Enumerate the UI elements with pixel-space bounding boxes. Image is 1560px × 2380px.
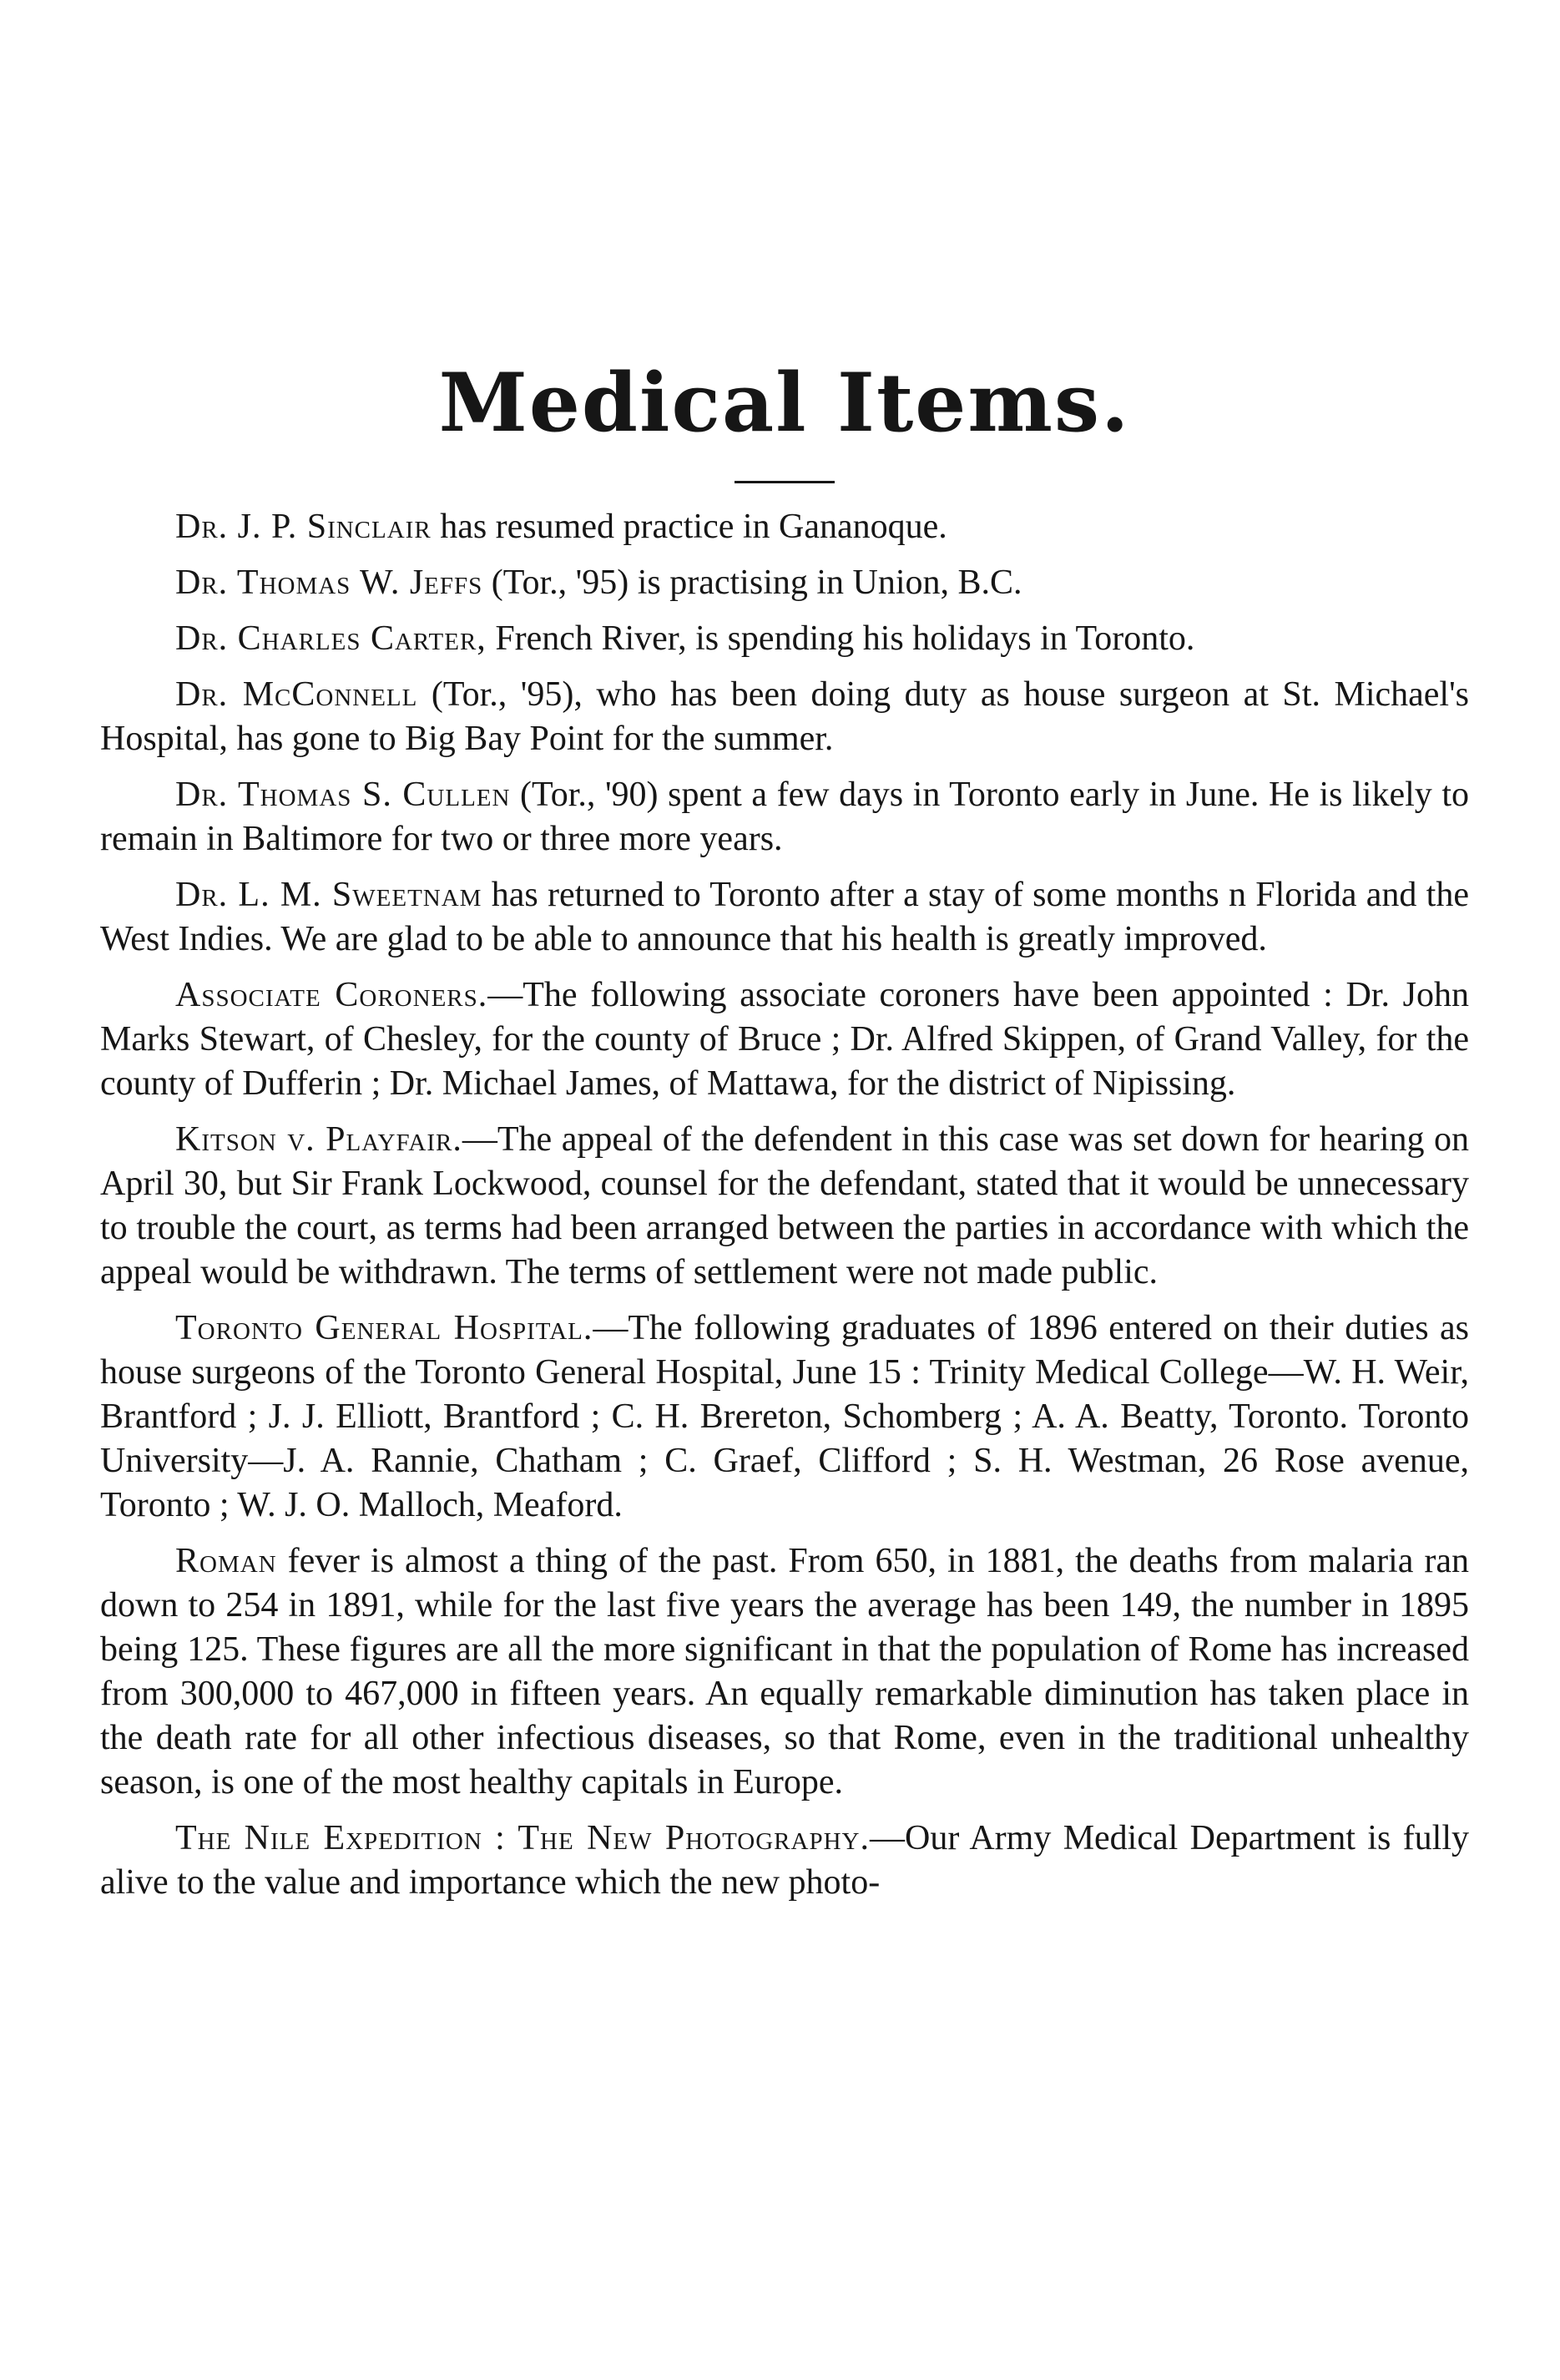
item-text: —Our Army Medical Department is fully alive to the value and importance which the new photo-: [100, 1818, 1469, 1902]
news-item-kitson-v-playfair: [100, 1118, 1469, 1295]
item-lead: Dr. McConnell: [175, 675, 418, 714]
item-text: (Tor., '90) spent a few days in Toronto early in June. He is likely to remain in Baltimore for two or three more years.: [100, 775, 1469, 858]
item-text: —The following associate coroners have been appointed : Dr. John Marks Stewart, of Chesley, for the county of Bruce ; Dr. Alfred Skippen, of Grand Valley, for the county of Dufferin ; Dr. Michael James, of Mattawa, for the district of Nipissing.: [100, 975, 1469, 1103]
item-lead: Dr. Thomas W. Jeffs: [175, 563, 483, 602]
item-text: (Tor., '95), who has been doing duty as house surgeon at St. Michael's Hospital, has gone to Big Bay Point for the summer.: [100, 675, 1469, 758]
item-lead: Dr. J. P. Sinclair: [175, 507, 432, 546]
news-item-carter: [100, 617, 1469, 661]
item-text: has resumed practice in Gananoque.: [431, 507, 947, 546]
news-item-cullen: [100, 773, 1469, 862]
news-item-jeffs: [100, 561, 1469, 605]
news-item-associate-coroners: [100, 973, 1469, 1106]
news-item-sweetnam: [100, 873, 1469, 962]
item-lead: Roman: [175, 1541, 277, 1580]
item-text: —The appeal of the defendent in this case was set down for hearing on April 30, but Sir Frank Lockwood, counsel for the defendant, stated that it would be unnecessary to trouble the court, as terms had been arranged between the parties in accordance with which the appeal would be withdrawn. The terms of settlement were not made public.: [100, 1119, 1470, 1291]
item-lead: Kitson v. Playfair.: [175, 1119, 462, 1159]
news-item-mcconnell: [100, 673, 1469, 761]
item-lead: Dr. L. M. Sweetnam: [175, 875, 482, 914]
item-lead: Toronto General Hospital.: [175, 1308, 593, 1347]
item-lead: Associate Coroners.: [175, 975, 488, 1014]
item-text: —The following graduates of 1896 entered on their duties as house surgeons of the Toronto General Hospital, June 15 : Trinity Medical College—W. H. Weir, Brantford ; J. J. Elliott, Brantford ; C. H. Brereton, Schomberg ; A. A. Beatty, Toronto. Toronto University—J. A. Rannie, Chatham ; C. Graef, Clifford ; S. H. Westman, 26 Rose avenue, Toronto ; W. J. O. Malloch, Meaford.: [100, 1308, 1470, 1524]
item-text: has returned to Toronto after a stay of some months n Florida and the West Indies. We are glad to be able to announce that his health is greatly improved.: [100, 875, 1469, 958]
item-lead: Dr. Thomas S. Cullen: [175, 775, 511, 814]
item-lead: Dr. Charles Carter,: [175, 619, 487, 658]
article-title: Medical Items.: [438, 356, 1131, 450]
document-page: [100, 356, 1470, 1905]
news-item-toronto-general-hospital: [100, 1306, 1469, 1528]
item-text: fever is almost a thing of the past. From 650, in 1881, the deaths from malaria ran down to 254 in 1891, while for the last five years the average has been 149, the number in 1895 being 125. These figures are all the more significant in that the population of Rome has increased from 300,000 to 467,000 in fifteen years. An equally remarkable diminution has taken place in the death rate for all other infectious diseases, so that Rome, even in the traditional unhealthy season, is one of the most healthy capitals in Europe.: [100, 1541, 1469, 1801]
item-lead: The Nile Expedition : The New Photography.: [175, 1818, 870, 1857]
title-rule: [735, 481, 835, 483]
item-text: (Tor., '95) is practising in Union, B.C.: [482, 563, 1022, 602]
news-item-nile-expedition: [100, 1817, 1469, 1905]
item-text: French River, is spending his holidays in Toronto.: [486, 619, 1195, 658]
news-item-roman-fever: [100, 1539, 1469, 1805]
news-item-sinclair: [100, 505, 1469, 549]
